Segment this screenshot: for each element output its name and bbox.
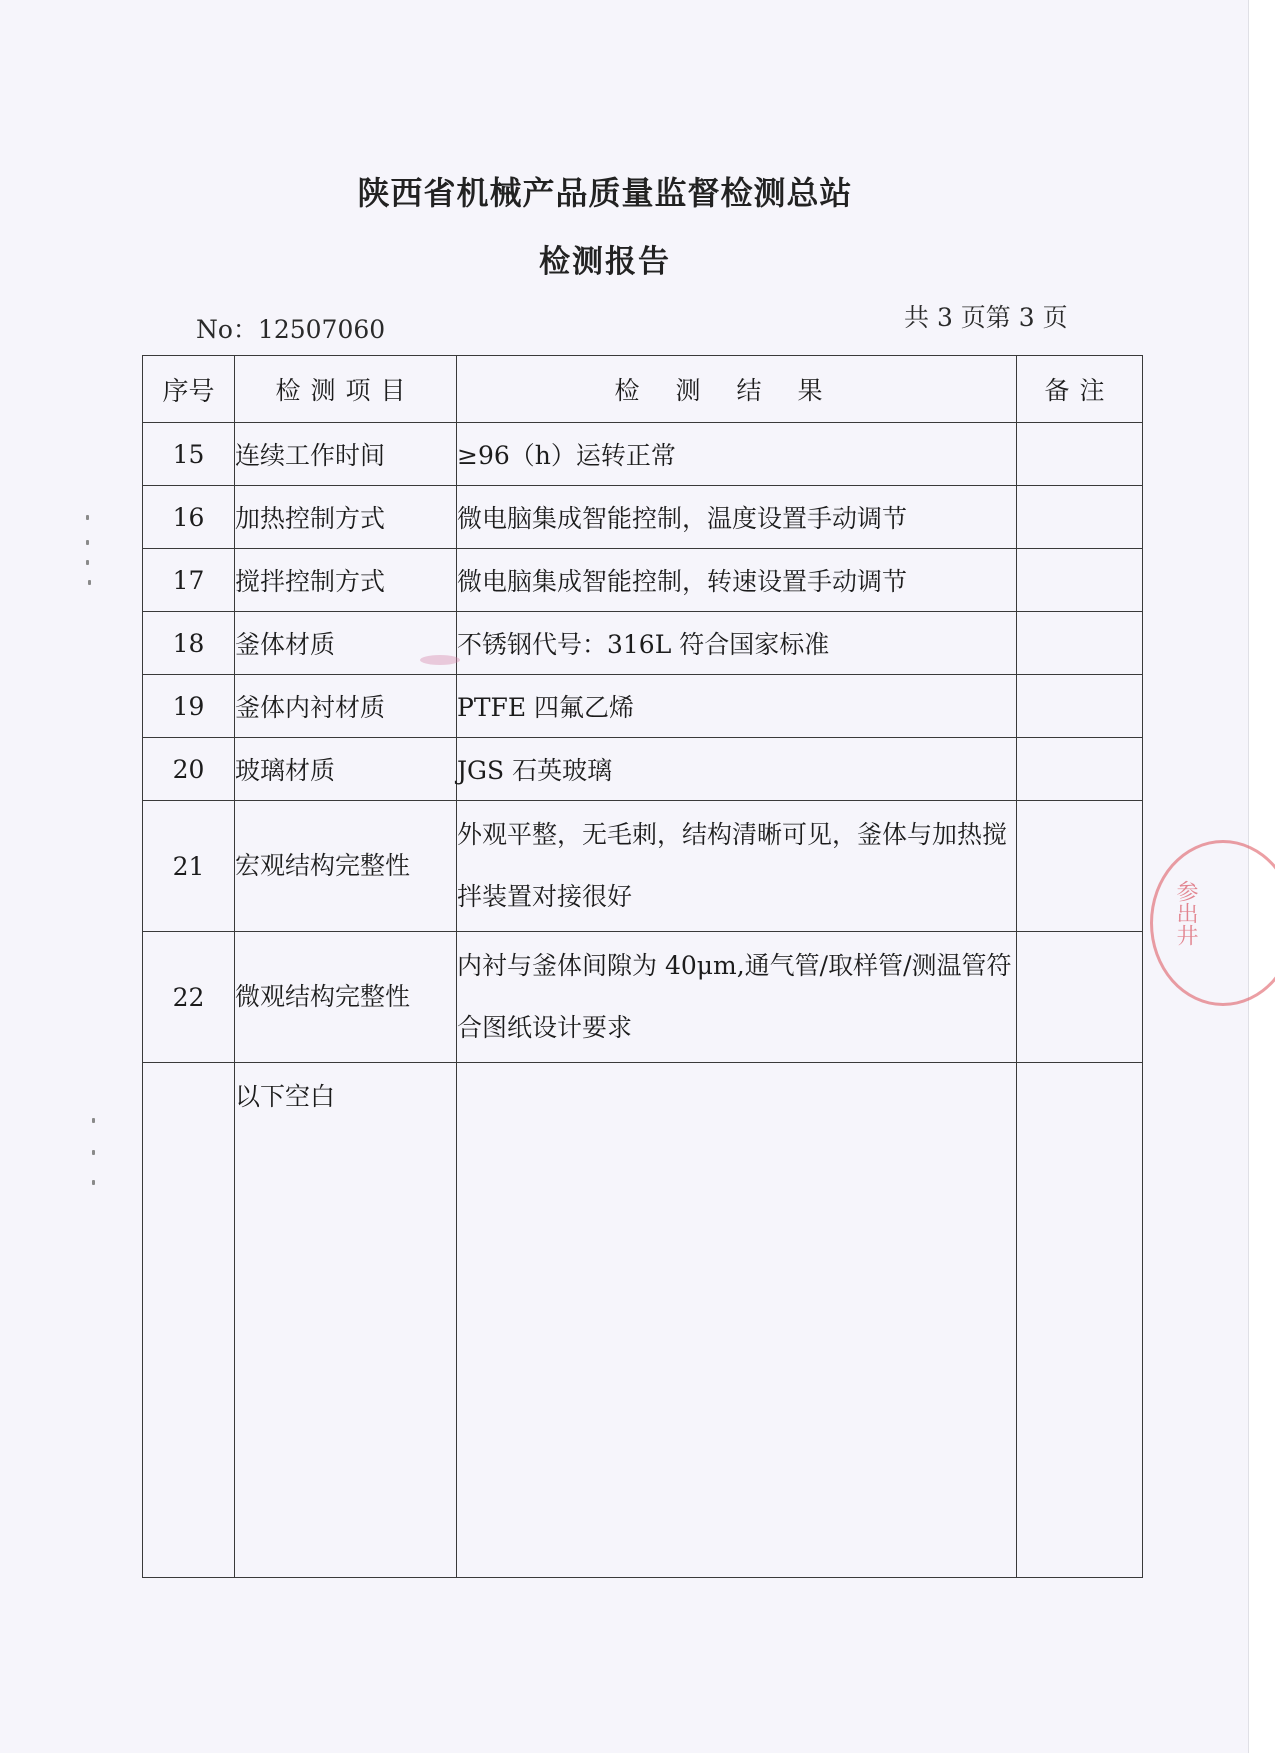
- row-item: 釜体内衬材质: [235, 675, 457, 738]
- binding-hole-mark: [92, 1150, 95, 1155]
- binding-hole-mark: [86, 515, 89, 520]
- row-item: 连续工作时间: [235, 423, 457, 486]
- organization-title: 陕西省机械产品质量监督检测总站: [357, 174, 853, 212]
- row-remark: [1017, 675, 1143, 738]
- header-seq: 序号: [143, 356, 235, 423]
- report-number: No：12507060: [196, 315, 386, 344]
- table-row: [143, 675, 1143, 738]
- red-seal-stamp: [1150, 840, 1275, 1006]
- row-item: 釜体材质: [235, 612, 457, 675]
- header-result: 检测结果: [457, 356, 1017, 423]
- row-item: 微观结构完整性: [235, 932, 457, 1063]
- binding-hole-mark: [88, 580, 91, 585]
- row-remark: [1017, 486, 1143, 549]
- row-result: 微电脑集成智能控制，转速设置手动调节: [457, 549, 1017, 612]
- row-result: 内衬与釜体间隙为 40μm,通气管/取样管/测温管符合图纸设计要求: [457, 932, 1017, 1063]
- blank-remark: [1017, 1063, 1143, 1578]
- row-seq: 15: [143, 423, 235, 486]
- row-seq: 21: [143, 801, 235, 932]
- row-remark: [1017, 738, 1143, 801]
- binding-hole-mark: [86, 560, 89, 565]
- row-result: ≥96（h）运转正常: [457, 423, 1017, 486]
- row-item: 玻璃材质: [235, 738, 457, 801]
- table-row: [143, 801, 1143, 932]
- binding-hole-mark: [92, 1118, 95, 1123]
- row-result: 不锈钢代号：316L 符合国家标准: [457, 612, 1017, 675]
- blank-row: [143, 1063, 1143, 1578]
- row-remark: [1017, 612, 1143, 675]
- report-title: 检测报告: [539, 244, 671, 280]
- page-indicator: 共 3 页第 3 页: [904, 303, 1068, 332]
- row-item: 加热控制方式: [235, 486, 457, 549]
- table-row: [143, 423, 1143, 486]
- header-item: 检测项目: [235, 356, 457, 423]
- table-row: [143, 932, 1143, 1063]
- row-seq: 20: [143, 738, 235, 801]
- row-seq: 18: [143, 612, 235, 675]
- table-header-row: [143, 356, 1143, 423]
- row-result: 微电脑集成智能控制，温度设置手动调节: [457, 486, 1017, 549]
- row-remark: [1017, 801, 1143, 932]
- blank-note: 以下空白: [235, 1063, 457, 1578]
- row-result: JGS 石英玻璃: [457, 738, 1017, 801]
- inspection-table: [142, 355, 1143, 1578]
- binding-hole-mark: [86, 540, 89, 545]
- blank-result: [457, 1063, 1017, 1578]
- table-row: [143, 486, 1143, 549]
- row-seq: 19: [143, 675, 235, 738]
- table-row: [143, 549, 1143, 612]
- table-row: [143, 612, 1143, 675]
- table-row: [143, 738, 1143, 801]
- row-remark: [1017, 423, 1143, 486]
- binding-hole-mark: [92, 1180, 95, 1185]
- blank-seq: [143, 1063, 235, 1578]
- row-result: PTFE 四氟乙烯: [457, 675, 1017, 738]
- row-remark: [1017, 549, 1143, 612]
- row-remark: [1017, 932, 1143, 1063]
- row-item: 搅拌控制方式: [235, 549, 457, 612]
- stamp-text: 参出井: [1173, 880, 1198, 946]
- row-result: 外观平整，无毛刺，结构清晰可见，釜体与加热搅拌装置对接很好: [457, 801, 1017, 932]
- row-seq: 22: [143, 932, 235, 1063]
- row-item: 宏观结构完整性: [235, 801, 457, 932]
- header-remark: 备注: [1017, 356, 1143, 423]
- ink-smudge: [420, 655, 460, 665]
- row-seq: 17: [143, 549, 235, 612]
- row-seq: 16: [143, 486, 235, 549]
